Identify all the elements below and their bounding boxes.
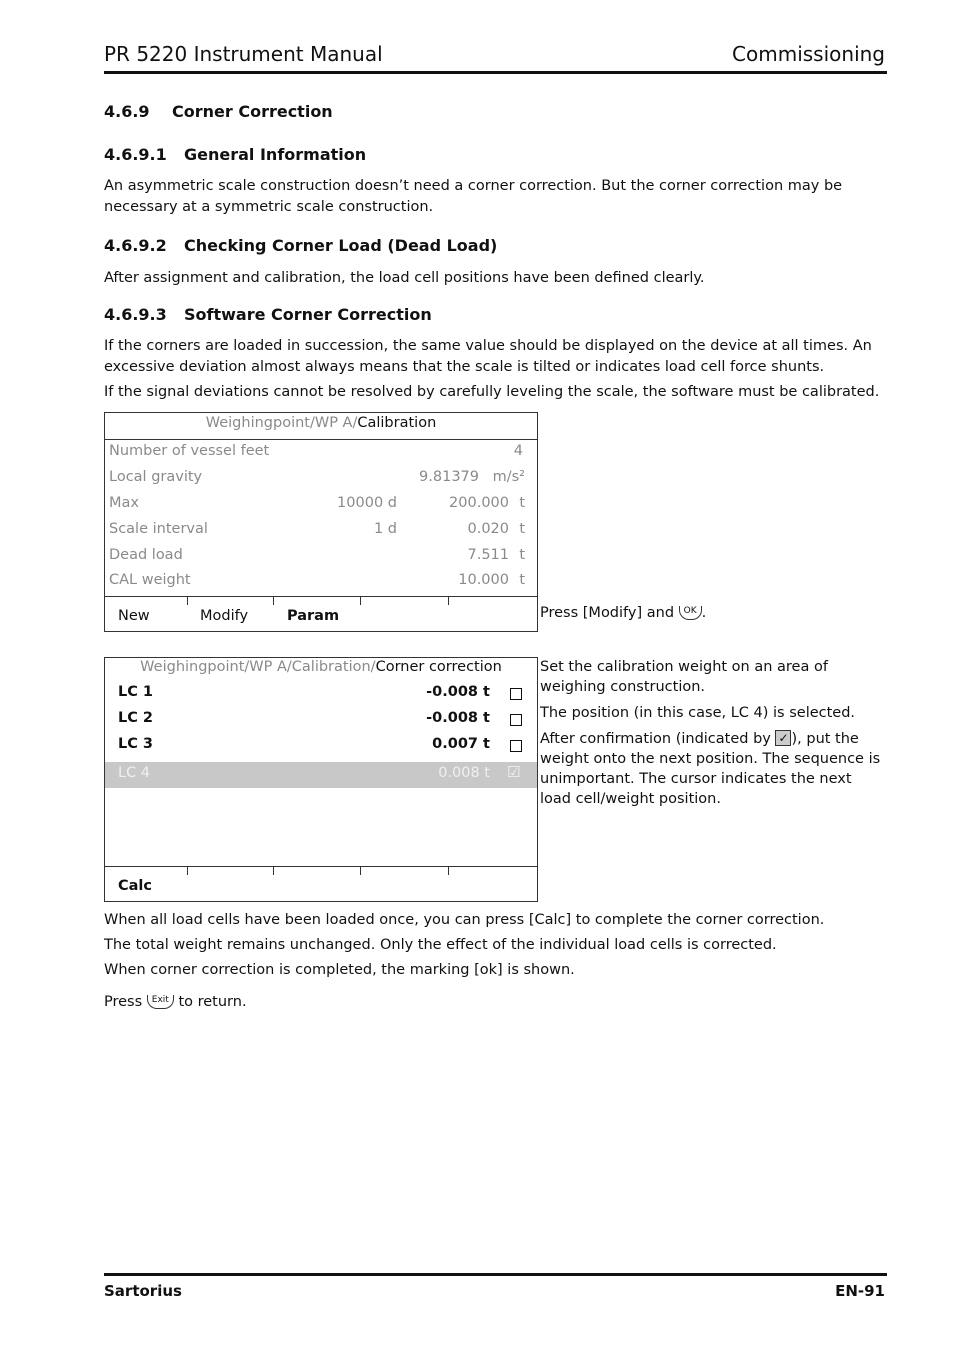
load-cell-label: LC 3 — [118, 736, 154, 752]
setting-row — [109, 521, 525, 543]
section-heading — [104, 102, 333, 121]
softkey-divider — [187, 597, 188, 605]
setting-label: Max — [109, 495, 139, 511]
subsection-number: 4.6.9.1 — [104, 145, 167, 164]
setting-label: Scale interval — [109, 521, 208, 537]
load-cell-label: LC 1 — [118, 684, 154, 700]
softkey-param[interactable]: Param — [287, 608, 340, 624]
subsection-number: 4.6.9.3 — [104, 305, 167, 324]
setting-value: 0.020 — [467, 521, 509, 537]
checkbox-checked-icon: ☑ — [507, 763, 521, 781]
softkey-bar — [105, 866, 537, 901]
return-text: to return. — [178, 994, 247, 1010]
load-cell-value: -0.008 t — [426, 684, 490, 700]
screen2-note-3 — [540, 729, 885, 809]
setting-row — [109, 547, 525, 569]
page-number: EN-91 — [835, 1282, 885, 1300]
paragraph: When all load cells have been loaded once, you can press [Calc] to complete the corner correction. — [104, 912, 825, 928]
setting-row — [109, 495, 525, 517]
subsection-title: General Information — [184, 145, 367, 164]
corner-correction-screen — [104, 657, 538, 902]
softkey-divider — [187, 867, 188, 875]
softkey-divider — [360, 867, 361, 875]
setting-unit: t — [519, 521, 525, 537]
setting-unit: t — [519, 572, 525, 588]
setting-unit: t — [519, 495, 525, 511]
screen1-note — [540, 603, 885, 623]
title-current: Calibration — [357, 415, 437, 431]
title-path: Weighingpoint/WP A/Calibration/ — [140, 659, 376, 675]
softkey-divider — [448, 867, 449, 875]
screen-title — [105, 659, 537, 675]
setting-unit: t — [519, 547, 525, 563]
load-cell-row-3[interactable] — [105, 733, 537, 759]
note-end: . — [701, 605, 707, 621]
load-cell-value: 0.008 t — [438, 765, 490, 781]
note-text-cont: ), put the weight onto the next position. The sequence is unimportant. The cursor indicates the next load cell/weight position. — [540, 731, 881, 807]
press-text: Press — [104, 994, 143, 1010]
setting-label: CAL weight — [109, 572, 191, 588]
softkey-bar — [105, 596, 537, 631]
setting-unit: m/s² — [492, 469, 525, 485]
paragraph: An asymmetric scale construction doesn’t need a corner correction. But the corner correction may be necessary at a symmetric scale construction. — [104, 178, 843, 215]
subsection-heading-1 — [104, 145, 366, 164]
checkbox-empty-icon — [510, 740, 522, 752]
setting-value: 9.81379 — [419, 469, 479, 485]
setting-value: 7.511 — [467, 547, 509, 563]
subsection-title: Software Corner Correction — [184, 305, 432, 324]
softkey-modify[interactable]: Modify — [200, 608, 249, 624]
note-text: Press [Modify] and — [540, 605, 675, 621]
softkey-divider — [273, 867, 274, 875]
setting-value: 200.000 — [449, 495, 509, 511]
subsection-number: 4.6.9.2 — [104, 236, 167, 255]
setting-label: Number of vessel feet — [109, 443, 270, 459]
checkbox-checked-icon: ✓ — [775, 730, 791, 746]
screen-title-bar — [105, 413, 537, 440]
page-header — [104, 40, 887, 74]
softkey-new[interactable]: New — [118, 608, 150, 624]
checkbox-empty-icon — [510, 688, 522, 700]
subsection-heading-3 — [104, 305, 432, 324]
screen2-note-1: Set the calibration weight on an area of weighing construction. — [540, 659, 828, 695]
section-title: Corner Correction — [172, 102, 333, 121]
chapter-title: Commissioning — [732, 42, 885, 66]
setting-label: Local gravity — [109, 469, 203, 485]
load-cell-row-1[interactable] — [105, 681, 537, 707]
setting-digits: 10000 d — [337, 495, 397, 511]
softkey-calc[interactable]: Calc — [118, 878, 152, 894]
load-cell-row-2[interactable] — [105, 707, 537, 733]
paragraph: If the corners are loaded in succession, the same value should be displayed on the device at all times. An excessive deviation almost always means that the scale is tilted or indicates load cell force shunts. — [104, 338, 872, 375]
manual-title: PR 5220 Instrument Manual — [104, 42, 383, 66]
load-cell-label: LC 4 — [118, 765, 151, 781]
note-text: After confirmation (indicated by — [540, 731, 771, 747]
softkey-divider — [273, 597, 274, 605]
setting-row — [109, 469, 525, 491]
return-instruction — [104, 992, 890, 1013]
subsection-title: Checking Corner Load (Dead Load) — [184, 236, 498, 255]
screen2-note-2: The position (in this case, LC 4) is selected. — [540, 705, 856, 721]
load-cell-row-4-selected[interactable] — [105, 762, 537, 788]
page-footer — [104, 1273, 887, 1300]
softkey-divider — [448, 597, 449, 605]
calibration-screen — [104, 412, 538, 632]
paragraph: After assignment and calibration, the load cell positions have been defined clearly. — [104, 270, 705, 286]
setting-digits: 1 d — [373, 521, 397, 537]
paragraph: When corner correction is completed, the marking [ok] is shown. — [104, 962, 575, 978]
setting-value: 4 — [513, 443, 523, 459]
ok-key-icon: OK — [679, 606, 702, 620]
softkey-divider — [360, 597, 361, 605]
subsection-heading-2 — [104, 236, 497, 255]
title-path: Weighingpoint/WP A/ — [205, 415, 358, 431]
checkbox-empty-icon — [510, 714, 522, 726]
setting-row — [109, 572, 525, 594]
setting-value: 10.000 — [458, 572, 509, 588]
load-cell-value: -0.008 t — [426, 710, 490, 726]
setting-row — [109, 443, 525, 465]
load-cell-label: LC 2 — [118, 710, 154, 726]
title-current: Corner correction — [375, 659, 502, 675]
load-cell-value: 0.007 t — [432, 736, 490, 752]
exit-key-icon: Exit — [147, 995, 174, 1009]
paragraph: If the signal deviations cannot be resolved by carefully leveling the scale, the software must be calibrated. — [104, 384, 880, 400]
paragraph: The total weight remains unchanged. Only the effect of the individual load cells is corrected. — [104, 937, 777, 953]
screen-title — [105, 415, 537, 431]
footer-brand: Sartorius — [104, 1282, 182, 1300]
setting-label: Dead load — [109, 547, 183, 563]
section-number: 4.6.9 — [104, 102, 150, 121]
